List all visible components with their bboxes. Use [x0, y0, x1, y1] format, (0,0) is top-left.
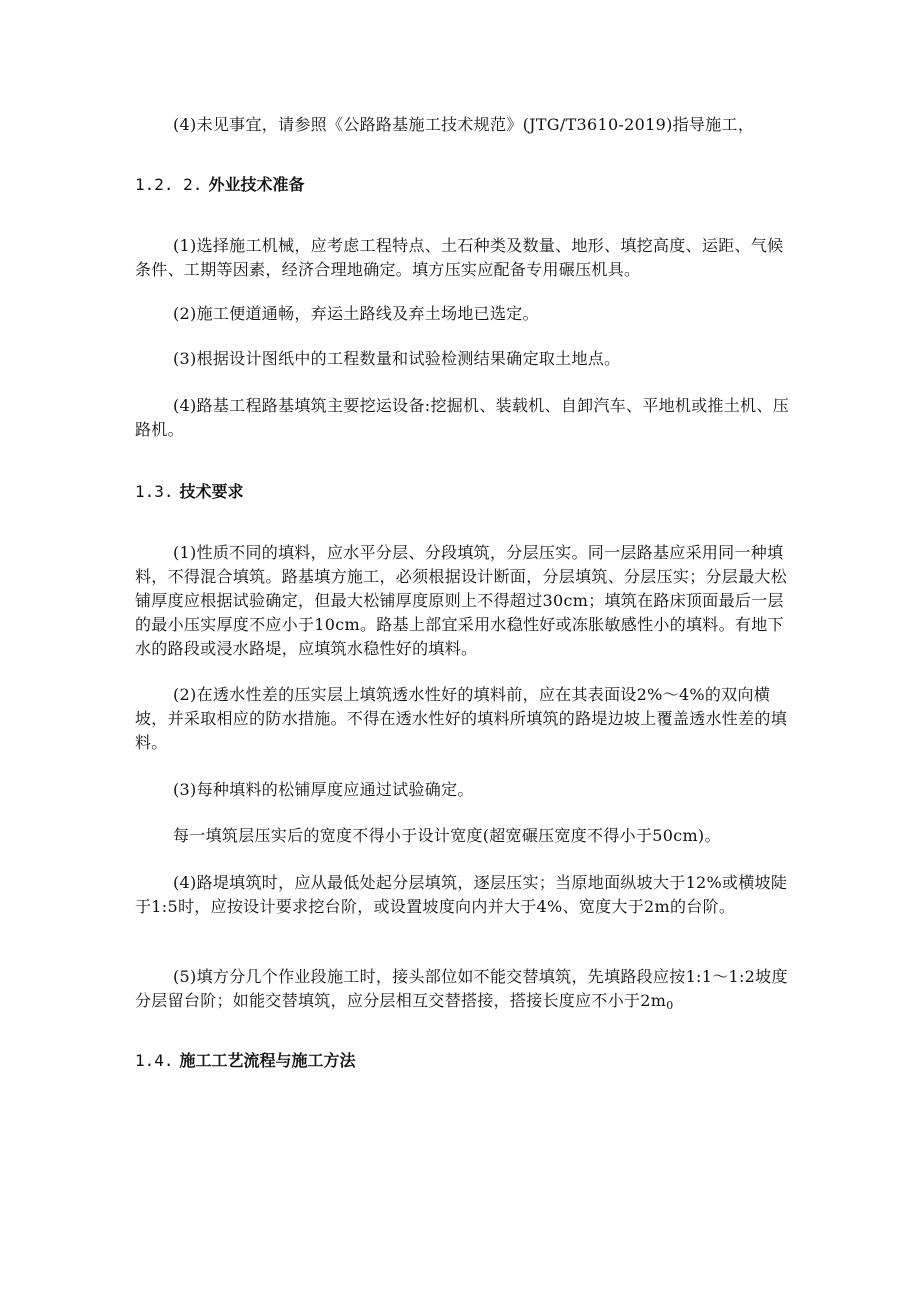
section-title: 技术要求 [179, 482, 244, 501]
paragraph-equipment: (4)路基工程路基填筑主要挖运设备:挖掘机、装载机、自卸汽车、平地机或推土机、压路机。 [135, 396, 790, 439]
paragraph-spec-reference: (4)未见事宜，请参照《公路路基施工技术规范》(JTG/T3610-2019)指导施工， [173, 115, 755, 134]
paragraph-loose-thickness: (3)每种填料的松铺厚度应通过试验确定。 [173, 780, 474, 799]
paragraph-compacted-width: 每一填筑层压实后的宽度不得小于设计宽度(超宽碾压宽度不得小于50cm)。 [173, 826, 721, 845]
paragraph-work-sections [135, 965, 790, 1018]
paragraph-machinery: (1)选择施工机械，应考虑工程特点、土石种类及数量、地形、填挖高度、运距、气候条件、工期等因素，经济合理地确定。填方压实应配备专用碾压机具。 [135, 236, 784, 279]
section-number: 1.2. 2. [135, 175, 203, 194]
section-heading-1-2 [135, 173, 790, 197]
subscript-zero: 0 [666, 999, 674, 1012]
paragraph-layered-filling: (1)性质不同的填料，应水平分层、分段填筑，分层压实。同一层路基应采用同一种填料，不得混合填筑。路基填方施工，必须根据设计断面，分层填筑、分层压实；分层最大松铺厚度应根据试验确定，但最大松铺厚度原则上不得超过30cm；填筑在路床顶面最后一层的最小压实厚度不应小于10cm。路基上部宜采用水稳性好或冻胀敏感性小的填料。有地下水的路段或浸水路堤，应填筑水稳性好的填料。 [135, 543, 788, 658]
section-heading-1-4 [135, 1049, 790, 1073]
section-title: 施工工艺流程与施工方法 [179, 1051, 356, 1070]
paragraph-work-sections-text: (5)填方分几个作业段施工时，接头部位如不能交替填筑，先填路段应按1:1～1:2坡度分层留台阶；如能交替填筑，应分层相互交替搭接，搭接长度应不小于2m [135, 967, 788, 1010]
paragraph-permeability: (2)在透水性差的压实层上填筑透水性好的填料前，应在其表面设2%～4%的双向横坡，并采取相应的防水措施。不得在透水性好的填料所填筑的路堤边坡上覆盖透水性差的填料。 [135, 685, 788, 752]
paragraph-embankment-steps: (4)路堤填筑时，应从最低处起分层填筑，逐层压实；当原地面纵坡大于12%或横坡陡于1:5时，应按设计要求挖台阶，或设置坡度向内并大于4%、宽度大于2m的台阶。 [135, 873, 788, 916]
paragraph-access-road: (2)施工便道通畅，弃运土路线及弃土场地已选定。 [173, 304, 539, 323]
section-number: 1.4. [135, 1051, 174, 1070]
section-title: 外业技术准备 [208, 175, 305, 194]
section-heading-1-3 [135, 480, 790, 504]
section-number: 1.3. [135, 482, 174, 501]
paragraph-borrow-site: (3)根据设计图纸中的工程数量和试验检测结果确定取土地点。 [173, 349, 621, 368]
